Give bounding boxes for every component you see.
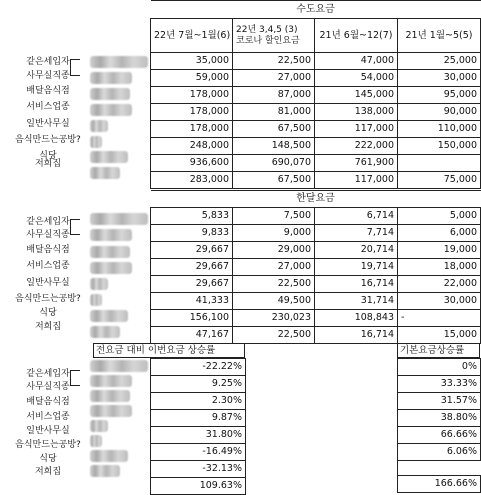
cell: 6.06%	[398, 444, 481, 461]
cell: 67,500	[233, 172, 315, 189]
header-22-covid	[233, 19, 315, 53]
table-row	[398, 444, 481, 461]
cell: 16,714	[315, 327, 398, 344]
cell: 25,000	[398, 53, 481, 70]
rate-header-right: 기본요금상승률	[397, 343, 480, 358]
cell: 248,000	[151, 138, 233, 155]
redacted-name	[90, 246, 130, 258]
cell: 9.87%	[151, 410, 246, 427]
redacted-name	[90, 104, 132, 116]
base-rate-table	[397, 358, 481, 493]
cell: 150,000	[398, 138, 481, 155]
label-service-industry: 서비스업종	[26, 102, 70, 112]
table-row	[151, 410, 246, 427]
label-food-workshop: 음식만드는공방?	[15, 135, 81, 145]
redacted-name	[90, 120, 108, 132]
table-row	[151, 53, 481, 70]
label-food-workshop: 음식만드는공방?	[15, 440, 81, 450]
cell: 166.66%	[398, 476, 481, 493]
redacted-name	[90, 262, 132, 274]
cell: 29,000	[233, 242, 315, 259]
cell: 22,000	[398, 276, 481, 293]
cell: 936,600	[151, 155, 233, 172]
cell: 20,714	[315, 242, 398, 259]
section-title-monthly-fee: 한달요금	[151, 191, 481, 208]
redacted-name	[90, 88, 130, 100]
cell: 6,000	[398, 225, 481, 242]
cell: 145,000	[315, 87, 398, 104]
redacted-name	[90, 167, 120, 179]
table-row	[151, 87, 481, 104]
cell: 9.25%	[151, 376, 246, 393]
label-restaurant: 식당	[39, 454, 57, 464]
cell: 29,667	[151, 259, 233, 276]
label-service-industry: 서비스업종	[26, 412, 70, 422]
cell: -	[398, 310, 481, 327]
cell: 29,667	[151, 242, 233, 259]
cell: 117,000	[315, 121, 398, 138]
cell: 9,000	[233, 225, 315, 242]
header-covid-discount: 코로나 할인요금	[236, 35, 300, 46]
cell: 18,000	[398, 259, 481, 276]
table-row	[151, 393, 246, 410]
table-row	[151, 259, 481, 276]
cell: 7,714	[315, 225, 398, 242]
cell: 178,000	[151, 87, 233, 104]
table-row	[151, 138, 481, 155]
cell: 30,000	[398, 70, 481, 87]
label-same-tenant: 같은세입자	[26, 57, 70, 67]
cell: 31,714	[315, 293, 398, 310]
cell: 90,000	[398, 104, 481, 121]
cell: -22.22%	[151, 359, 246, 376]
redacted-name	[90, 151, 128, 163]
cell: 156,100	[151, 310, 233, 327]
redacted-name	[90, 213, 148, 225]
cell: 5,000	[398, 208, 481, 225]
cell: 41,333	[151, 293, 233, 310]
redacted-name	[90, 375, 132, 387]
cell: 30,000	[398, 293, 481, 310]
cell: 230,023	[233, 310, 315, 327]
bracket	[70, 370, 80, 386]
cell: 690,070	[233, 155, 315, 172]
cell: 66.66%	[398, 427, 481, 444]
cell: 5,833	[151, 208, 233, 225]
cell: 22,500	[233, 53, 315, 70]
bracket	[70, 59, 80, 76]
cell: 9,833	[151, 225, 233, 242]
label-general-office: 일반사무실	[26, 278, 70, 288]
cell: 7,500	[233, 208, 315, 225]
label-restaurant: 식당	[39, 308, 57, 318]
table-row	[151, 70, 481, 87]
table-row	[398, 393, 481, 410]
redacted-name	[90, 360, 148, 372]
cell: 178,000	[151, 121, 233, 138]
label-delivery-restaurant: 배달음식점	[26, 245, 70, 255]
cell: 33.33%	[398, 376, 481, 393]
cell: 29,667	[151, 276, 233, 293]
label-our-home: 저희집	[34, 159, 62, 169]
table-row	[151, 461, 246, 478]
cell: 178,000	[151, 104, 233, 121]
cell: 47,000	[315, 53, 398, 70]
redacted-name	[90, 229, 132, 241]
cell: 283,000	[151, 172, 233, 189]
table-row	[398, 461, 481, 476]
cell: 59,000	[151, 70, 233, 87]
label-restaurant: 식당	[39, 151, 57, 161]
table-row	[398, 376, 481, 393]
cell: 47,167	[151, 327, 233, 344]
redacted-name	[90, 326, 120, 338]
cell: 109.63%	[151, 478, 246, 495]
redacted-name	[90, 465, 120, 477]
cell: 117,000	[315, 172, 398, 189]
cell: 6,714	[315, 208, 398, 225]
table-row	[151, 293, 481, 310]
cell: 38.80%	[398, 410, 481, 427]
cell: 19,000	[398, 242, 481, 259]
label-our-home: 저희집	[34, 322, 62, 332]
cell: 54,000	[315, 70, 398, 87]
cell: 138,000	[315, 104, 398, 121]
cell: 108,843	[315, 310, 398, 327]
label-office-type: 사무실직종	[26, 382, 70, 392]
section-title-water-fee: 수도요금	[151, 1, 481, 19]
cell: -16.49%	[151, 444, 246, 461]
table-row	[151, 327, 481, 344]
cell	[398, 461, 481, 476]
table-row	[151, 427, 246, 444]
cell: 15,000	[398, 327, 481, 344]
label-general-office: 일반사무실	[26, 426, 70, 436]
table-row	[151, 172, 481, 189]
label-our-home: 저희집	[34, 467, 62, 477]
table-row	[398, 427, 481, 444]
cell: 87,000	[233, 87, 315, 104]
label-food-workshop: 음식만드는공방?	[15, 294, 81, 304]
table-row	[151, 444, 246, 461]
cell: 75,000	[398, 172, 481, 189]
redacted-name	[90, 294, 102, 306]
cell: 49,500	[233, 293, 315, 310]
cell: 761,900	[315, 155, 398, 172]
table-row	[151, 359, 246, 376]
cell: 31.80%	[151, 427, 246, 444]
increase-rate-table	[150, 358, 246, 495]
label-service-industry: 서비스업종	[26, 261, 70, 271]
redacted-name	[90, 420, 108, 432]
table-row	[151, 478, 246, 495]
table-row	[151, 310, 481, 327]
cell: 2.30%	[151, 393, 246, 410]
cell: -32.13%	[151, 461, 246, 478]
table-row	[398, 476, 481, 493]
table-row	[151, 376, 246, 393]
rate-header-left: 전요금 대비 이번요금 상승률	[93, 343, 245, 358]
table-row	[151, 104, 481, 121]
redacted-name	[90, 56, 148, 68]
redacted-name	[90, 136, 102, 148]
label-same-tenant: 같은세입자	[26, 369, 70, 379]
table-row	[398, 359, 481, 376]
redacted-name	[90, 72, 132, 84]
table-row	[151, 121, 481, 138]
redacted-name	[90, 435, 102, 447]
table-row	[151, 208, 481, 225]
cell: 22,500	[233, 276, 315, 293]
cell: 67,500	[233, 121, 315, 138]
redacted-name	[90, 278, 108, 290]
cell: 81,000	[233, 104, 315, 121]
header-21-jun-dec: 21년 6월~12(7)	[315, 19, 398, 53]
cell: 35,000	[151, 53, 233, 70]
label-delivery-restaurant: 배달음식점	[26, 397, 70, 407]
cell: 19,714	[315, 259, 398, 276]
cell: 95,000	[398, 87, 481, 104]
redacted-name	[90, 450, 128, 462]
cell: 22,500	[233, 327, 315, 344]
table-row	[151, 225, 481, 242]
cell: 16,714	[315, 276, 398, 293]
cell: 0%	[398, 359, 481, 376]
label-office-type: 사무실직종	[26, 71, 70, 81]
redacted-name	[90, 310, 128, 322]
redacted-name	[90, 390, 130, 402]
bracket	[70, 219, 80, 235]
header-21-jan-may: 21년 1월~5(5)	[398, 19, 481, 53]
cell: 27,000	[233, 259, 315, 276]
monthly-fee-table	[150, 190, 481, 344]
label-delivery-restaurant: 배달음식점	[26, 86, 70, 96]
cell: 31.57%	[398, 393, 481, 410]
label-same-tenant: 같은세입자	[26, 217, 70, 227]
redacted-name	[90, 405, 132, 417]
table-row	[151, 155, 481, 172]
header-22-mar-may: 22년 3,4,5 (3)	[236, 25, 298, 35]
label-general-office: 일반사무실	[26, 119, 70, 129]
table-row	[398, 410, 481, 427]
table-row	[151, 242, 481, 259]
cell: 110,000	[398, 121, 481, 138]
label-office-type: 사무실직종	[26, 230, 70, 240]
header-22-jul-jan: 22년 7월~1월(6)	[151, 19, 233, 53]
cell: 27,000	[233, 70, 315, 87]
cell: 222,000	[315, 138, 398, 155]
table-row	[151, 276, 481, 293]
water-fee-table	[150, 0, 481, 189]
cell: 148,500	[233, 138, 315, 155]
cell	[398, 155, 481, 172]
